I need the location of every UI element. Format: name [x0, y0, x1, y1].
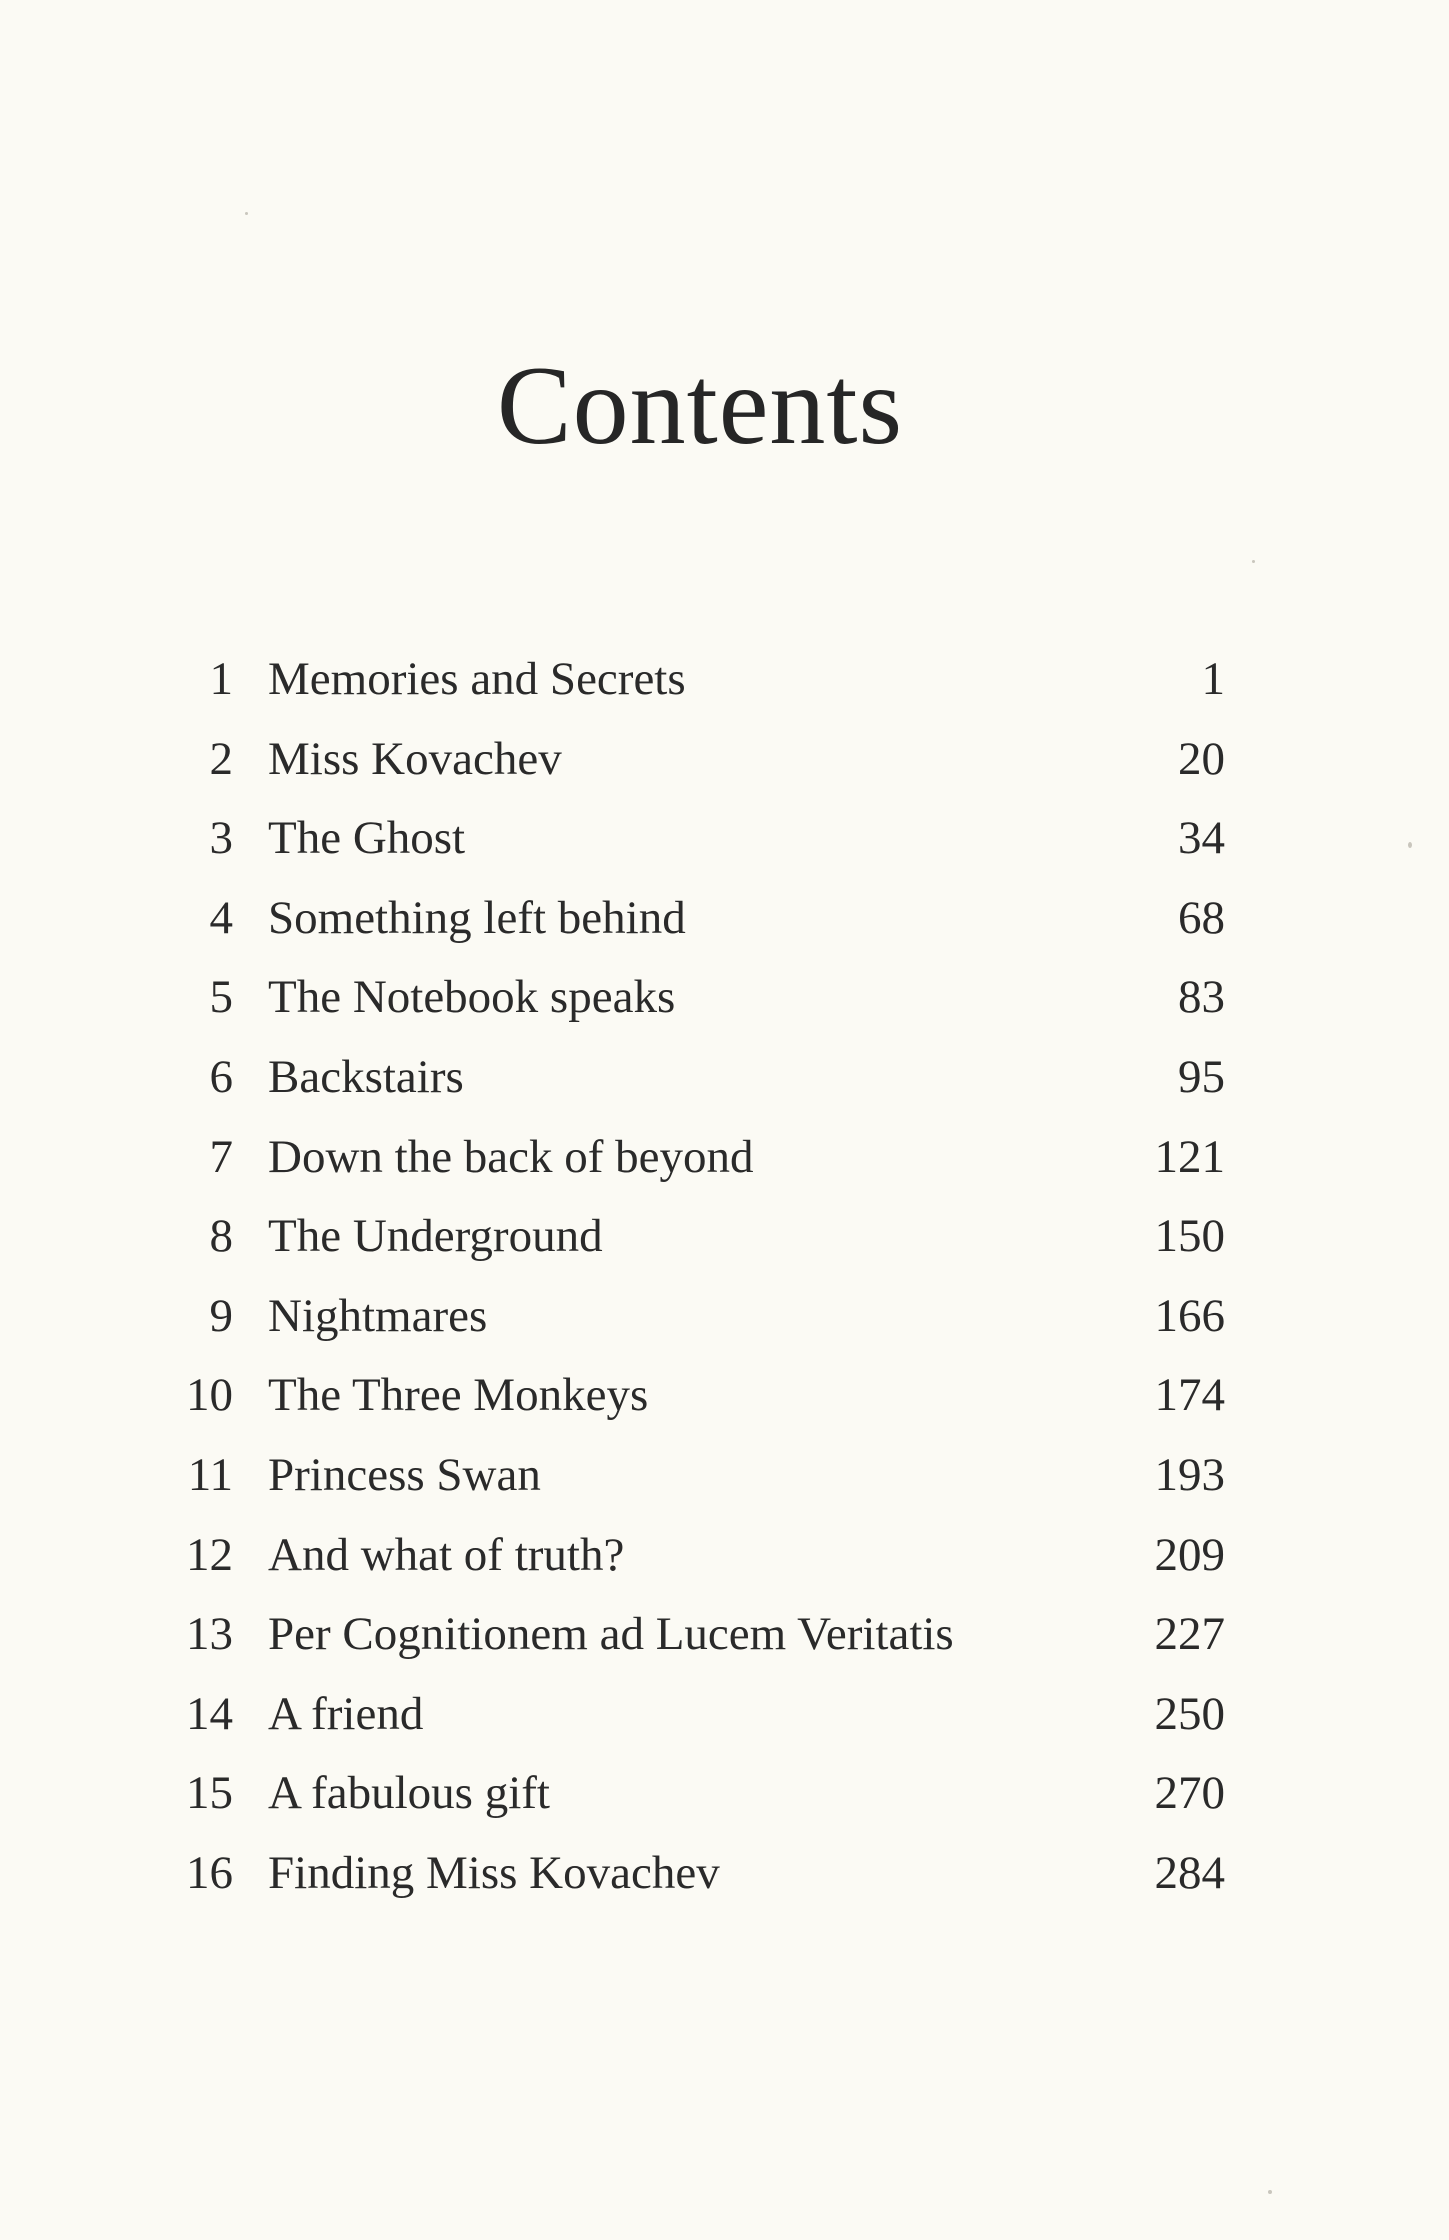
chapter-number: 9 — [209, 1289, 233, 1342]
chapter-number: 6 — [209, 1050, 233, 1103]
toc-entry — [0, 1436, 1449, 1516]
chapter-number: 16 — [186, 1846, 233, 1899]
toc-entry — [0, 1197, 1449, 1277]
chapter-page-number: 1 — [1201, 653, 1225, 705]
chapter-number: 1 — [209, 653, 233, 705]
chapter-number: 7 — [209, 1130, 233, 1183]
toc-entry — [0, 799, 1449, 879]
toc-entry — [0, 640, 1449, 720]
chapter-page-number: 193 — [1154, 1448, 1225, 1501]
chapter-title: The Notebook speaks — [268, 971, 676, 1024]
paper-speck — [1252, 560, 1255, 563]
toc-entry — [0, 1277, 1449, 1357]
chapter-page-number: 250 — [1154, 1687, 1225, 1740]
chapter-title: The Ghost — [268, 812, 466, 865]
chapter-title: Miss Kovachev — [268, 732, 562, 785]
toc-entry — [0, 1356, 1449, 1436]
chapter-page-number: 174 — [1154, 1369, 1225, 1422]
chapter-page-number: 284 — [1154, 1846, 1225, 1899]
chapter-number: 11 — [187, 1448, 233, 1501]
chapter-number: 4 — [209, 891, 233, 944]
chapter-page-number: 95 — [1178, 1050, 1225, 1103]
chapter-number: 5 — [209, 971, 233, 1024]
chapter-page-number: 34 — [1178, 812, 1225, 865]
chapter-number: 10 — [186, 1369, 233, 1422]
toc-entry — [0, 720, 1449, 800]
toc-entry — [0, 1834, 1449, 1914]
chapter-title: Down the back of beyond — [268, 1130, 754, 1183]
chapter-page-number: 20 — [1178, 732, 1225, 785]
chapter-title: Something left behind — [268, 891, 686, 944]
chapter-title: A friend — [268, 1687, 424, 1740]
chapter-page-number: 209 — [1154, 1528, 1225, 1581]
chapter-title: The Underground — [268, 1210, 603, 1263]
chapter-title: Princess Swan — [268, 1448, 541, 1501]
chapter-title: Backstairs — [268, 1050, 464, 1103]
toc-entry — [0, 1675, 1449, 1755]
paper-speck — [1408, 842, 1412, 848]
chapter-number: 12 — [186, 1528, 233, 1581]
chapter-number: 13 — [186, 1608, 233, 1661]
chapter-title: The Three Monkeys — [268, 1369, 649, 1422]
chapter-number: 15 — [186, 1767, 233, 1820]
chapter-page-number: 121 — [1154, 1130, 1225, 1183]
chapter-number: 14 — [186, 1687, 233, 1740]
chapter-number: 3 — [209, 812, 233, 865]
chapter-page-number: 227 — [1154, 1608, 1225, 1661]
toc-entry — [0, 958, 1449, 1038]
chapter-page-number: 150 — [1154, 1210, 1225, 1263]
chapter-page-number: 83 — [1178, 971, 1225, 1024]
chapter-title: And what of truth? — [268, 1528, 625, 1581]
toc-entry — [0, 1038, 1449, 1118]
chapter-title: Finding Miss Kovachev — [268, 1846, 720, 1899]
table-of-contents — [0, 640, 1449, 1914]
toc-entry — [0, 1118, 1449, 1198]
chapter-title: A fabulous gift — [268, 1767, 550, 1820]
chapter-title: Memories and Secrets — [268, 653, 686, 705]
chapter-page-number: 68 — [1178, 891, 1225, 944]
toc-entry — [0, 1754, 1449, 1834]
paper-speck — [1268, 2190, 1272, 2194]
chapter-number: 8 — [209, 1210, 233, 1263]
page-title: Contents — [496, 344, 904, 468]
chapter-title: Per Cognitionem ad Lucem Veritatis — [268, 1608, 954, 1661]
chapter-title: Nightmares — [268, 1289, 488, 1342]
chapter-number: 2 — [209, 732, 233, 785]
toc-entry — [0, 1595, 1449, 1675]
chapter-page-number: 270 — [1154, 1767, 1225, 1820]
paper-speck — [245, 212, 248, 215]
toc-entry — [0, 879, 1449, 959]
chapter-page-number: 166 — [1154, 1289, 1225, 1342]
toc-entry — [0, 1516, 1449, 1596]
